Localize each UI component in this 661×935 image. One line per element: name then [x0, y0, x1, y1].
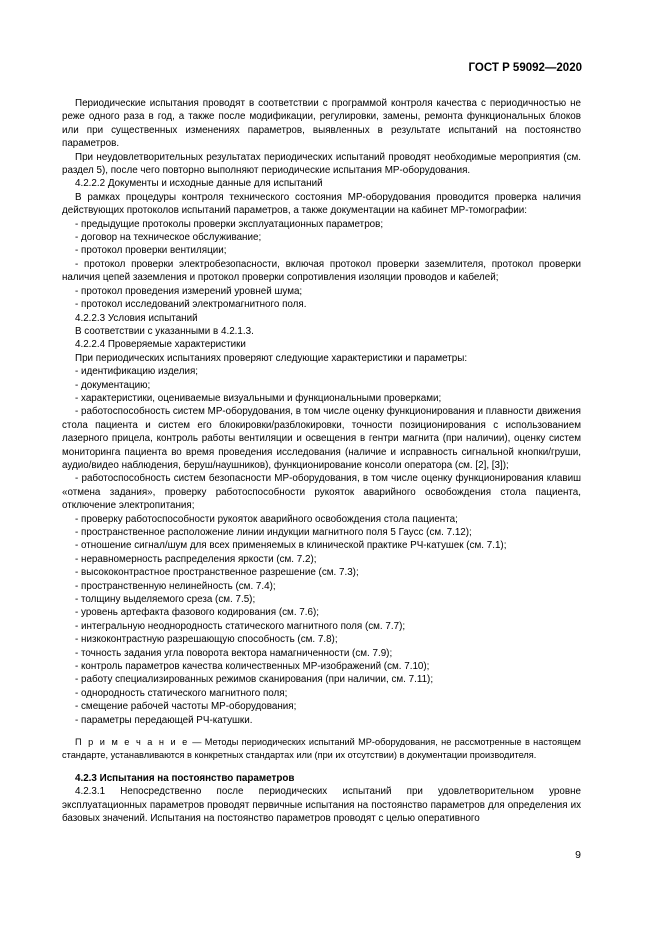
- list-item: - проверку работоспособности рукояток аварийного освобождения стола пациента;: [75, 513, 458, 525]
- list-item: - контроль параметров качества количественных МР-изображений (см. 7.10);: [75, 661, 430, 673]
- list-item: - неравномерность распределения яркости (см. 7.2);: [75, 553, 317, 565]
- list-item: - протокол проверки вентиляции;: [75, 245, 227, 257]
- paragraph: 4.2.3.1 Непосредственно после периодических испытаний при удовлетворительном уровне эксплуатационных параметров проводят первичные испытания на постоянство параметров для определения их базовых значений. Испытания на постоянство параметров проводят с целью оперативного: [62, 786, 581, 824]
- paragraph: При периодических испытаниях проверяют следующие характеристики и параметры:: [75, 352, 468, 364]
- note-label: П р и м е ч а н и е: [75, 737, 189, 748]
- list-item: - работу специализированных режимов сканирования (при наличии, см. 7.11);: [75, 674, 434, 686]
- list-item: - однородность статического магнитного поля;: [75, 687, 288, 699]
- list-item: - параметры передающей РЧ-катушки.: [75, 714, 253, 726]
- list-item: - отношение сигнал/шум для всех применяемых в клинической практике РЧ-катушек (см. 7.1);: [75, 540, 507, 552]
- list-item: - работоспособность систем безопасности МР-оборудования, в том числе оценку функционирования клавиш «отмена задания», проверку работоспособности рукояток аварийного освобождения стола пациента, отключение электропитания;: [62, 473, 581, 512]
- list-item: - протокол проведения измерений уровней шума;: [75, 285, 303, 297]
- section-heading: 4.2.3 Испытания на постоянство параметров: [75, 772, 295, 784]
- list-item: - пространственное расположение линии индукции магнитного поля 5 Гаусс (см. 7.12);: [75, 527, 472, 538]
- page-body: [62, 97, 581, 825]
- paragraph: Периодические испытания проводят в соответствии с программой контроля качества с периодичностью не реже одного раза в год, а также после модификации, регулировки, замены, ремонта функциональных блоков или при существенных изменениях параметров, выявленных в результате испытаний на постоянство параметров.: [62, 98, 581, 150]
- subsection-heading: 4.2.2.2 Документы и исходные данные для испытаний: [75, 178, 323, 190]
- paragraph: В рамках процедуры контроля технического состояния МР-оборудования проводится проверка наличия действующих протоколов испытаний параметров, а также документации на кабинет МР-томографии:: [62, 191, 581, 217]
- paragraph: В соответствии с указанными в 4.2.1.3.: [75, 325, 254, 337]
- list-item: - идентификацию изделия;: [75, 366, 199, 378]
- list-item: - протокол исследований электромагнитного поля.: [75, 299, 307, 311]
- document-code: ГОСТ Р 59092—2020: [468, 62, 582, 74]
- list-item: - предыдущие протоколы проверки эксплуатационных параметров;: [75, 218, 384, 230]
- page-number: 9: [575, 849, 581, 861]
- list-item: - интегральную неоднородность статического магнитного поля (см. 7.7);: [75, 620, 406, 632]
- paragraph: При неудовлетворительных результатах периодических испытаний проводят необходимые мероприятия (см. раздел 5), после чего повторно выполняют периодические испытания МР-оборудования.: [62, 151, 581, 177]
- list-item: - толщину выделяемого среза (см. 7.5);: [75, 594, 256, 606]
- list-item: - работоспособность систем МР-оборудования, в том числе оценку функционирования и плавности движения стола пациента и систем его блокировки/разблокировки, точности позиционирования с использованием лазерного прицела, контроль работы вентиляции и освещения в гентри магнита (при наличии), оценку систем мониторинга пациента во время проведения исследования (наличие и исправность сигнальной кнопки/груши, аудио/видео наблюдения, беруш/наушников), функционирование консоли оператора (см. [2], [3]);: [62, 406, 581, 471]
- subsection-heading: 4.2.2.3 Условия испытаний: [75, 312, 198, 324]
- note-text: — Методы периодических испытаний МР-оборудования, не рассмотренные в настоящем стандарте, устанавливаются в конкретных стандартах или (при их отсутствии) в документации производителя.: [62, 737, 582, 760]
- list-item: - документацию;: [75, 379, 151, 391]
- list-item: - договор на техническое обслуживание;: [75, 232, 262, 244]
- list-item: - пространственную нелинейность (см. 7.4);: [75, 580, 276, 592]
- list-item: - низкоконтрастную разрешающую способность (см. 7.8);: [75, 634, 338, 646]
- list-item: - высококонтрастное пространственное разрешение (см. 7.3);: [75, 567, 359, 579]
- list-item: - характеристики, оцениваемые визуальными и функциональными проверками;: [75, 392, 442, 404]
- note: [62, 736, 581, 762]
- list-item: - смещение рабочей частоты МР-оборудования;: [75, 701, 297, 713]
- list-item: - точность задания угла поворота вектора намагниченности (см. 7.9);: [75, 647, 393, 659]
- subsection-heading: 4.2.2.4 Проверяемые характеристики: [75, 339, 246, 351]
- list-item: - протокол проверки электробезопасности, включая протокол проверки заземлителя, протокол проверки наличия цепей заземления и протокол проверки сопротивления изоляции проводов и кабелей;: [62, 258, 581, 284]
- list-item: - уровень артефакта фазового кодирования (см. 7.6);: [75, 607, 319, 619]
